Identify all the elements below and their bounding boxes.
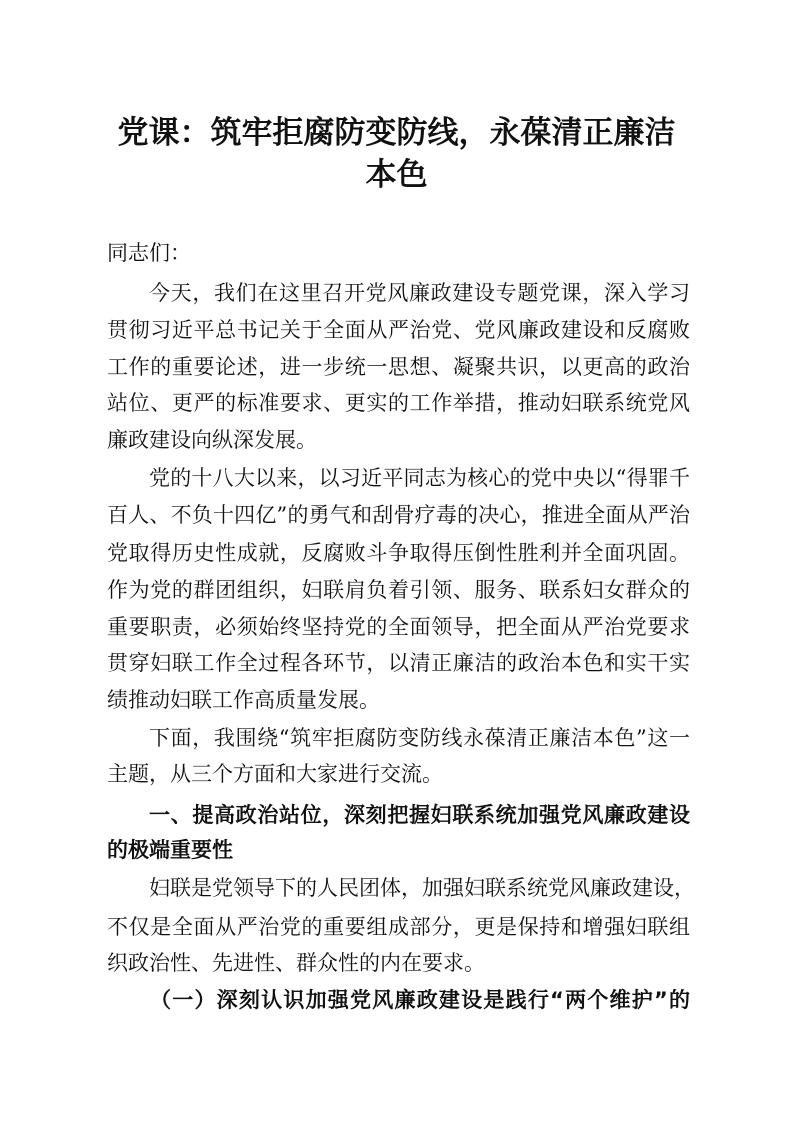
- section-heading-line: （一）深刻认识加强党风廉政建设是践行“两个维护”的: [150, 988, 690, 1012]
- paragraph-line: 党的十八大以来，以习近平同志为核心的党中央以“得罪千: [149, 466, 690, 490]
- paragraph-line: 贯彻习近平总书记关于全面从严治党、党风廉政建设和反腐败: [107, 318, 690, 342]
- salutation: 同志们：: [107, 241, 191, 265]
- document-title-line-2: 本色: [365, 157, 428, 193]
- paragraph-line: 党取得历史性成就，反腐败斗争取得压倒性胜利并全面巩固。: [107, 541, 690, 565]
- paragraph-line: 绩推动妇联工作高质量发展。: [107, 688, 380, 712]
- document-title-line-1: 党课：筑牢拒腐防变防线，永葆清正廉洁: [117, 115, 676, 151]
- paragraph-line: 百人、不负十四亿”的勇气和刮骨疗毒的决心，推进全面从严治: [107, 503, 690, 527]
- paragraph-line: 作为党的群团组织，妇联肩负着引领、服务、联系妇女群众的: [107, 578, 690, 602]
- paragraph-line: 下面，我围绕“筑牢拒腐防变防线永葆清正廉洁本色”这一: [149, 726, 690, 750]
- section-heading-line: 一、提高政治站位，深刻把握妇联系统加强党风廉政建设: [149, 803, 690, 827]
- paragraph-line: 重要职责，必须始终坚持党的全面领导，把全面从严治党要求: [107, 615, 690, 639]
- paragraph-line: 工作的重要论述，进一步统一思想、凝聚共识，以更高的政治: [107, 355, 690, 379]
- paragraph-line: 廉政建设向纵深发展。: [107, 428, 317, 452]
- paragraph-line: 织政治性、先进性、群众性的内在要求。: [107, 951, 485, 975]
- paragraph-line: 不仅是全面从严治党的重要组成部分，更是保持和增强妇联组: [107, 915, 690, 939]
- paragraph-line: 贯穿妇联工作全过程各环节，以清正廉洁的政治本色和实干实: [107, 651, 690, 675]
- paragraph-line: 主题，从三个方面和大家进行交流。: [107, 762, 443, 786]
- paragraph-line: 今天，我们在这里召开党风廉政建设专题党课，深入学习: [149, 281, 690, 305]
- paragraph-line: 站位、更严的标准要求、更实的工作举措，推动妇联系统党风: [107, 391, 690, 415]
- paragraph-line: 妇联是党领导下的人民团体，加强妇联系统党风廉政建设，: [149, 876, 695, 900]
- section-heading-line: 的极端重要性: [107, 838, 233, 862]
